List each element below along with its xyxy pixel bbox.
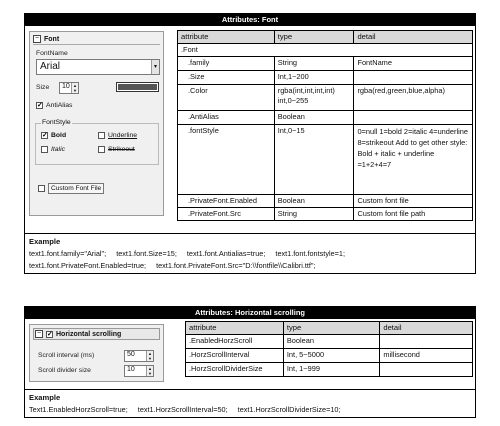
scroll-panel-title: Horizontal scrolling [56, 330, 122, 338]
table-row [186, 363, 473, 377]
example-code: text1.font.Size=15; [116, 249, 177, 258]
font-panel-title: Font [44, 35, 60, 43]
table-header-row [178, 31, 473, 44]
font-panel [29, 31, 164, 216]
scroll-attribute-table [185, 321, 473, 377]
example-code: text1.font.fontstyle=1; [275, 249, 345, 258]
scroll-panel-header[interactable] [33, 328, 160, 340]
example-line [29, 404, 471, 416]
italic-checkbox[interactable] [41, 146, 65, 153]
checkbox-empty-icon [41, 146, 48, 153]
cell-attribute: .PrivateFont.Enabled [178, 195, 275, 208]
check-icon: ✓ [42, 132, 48, 139]
cell-type: Int,0~15 [274, 125, 354, 195]
table-header-row [186, 322, 473, 335]
scroll-interval-label: Scroll interval (ms) [38, 352, 95, 359]
cell-detail: 0=null 1=bold 2=italic 4=underline 8=strikeout Add to get other style: Bold + italic + underline =1+2+4=7 [354, 125, 473, 195]
header-attribute: attribute [178, 31, 275, 44]
table-row [178, 85, 473, 111]
check-icon: ✓ [37, 102, 43, 109]
strikeout-label: Strikeout [108, 146, 135, 153]
custom-font-button[interactable]: Custom Font File [48, 183, 104, 194]
scroll-divider-value: 10 [127, 366, 135, 373]
cell-type: String [274, 208, 354, 221]
fontstyle-group [35, 119, 159, 165]
custom-font-checkbox[interactable] [38, 183, 104, 194]
example-code: text1.font.PrivateFont.Enabled=true; [29, 261, 147, 270]
cell-attribute: .Font [178, 44, 473, 57]
example-code: text1.font.family="Arial"; [29, 249, 107, 258]
scroll-interval-spinner[interactable] [124, 350, 154, 362]
example-code: Text1.EnabledHorzScroll=true; [29, 405, 128, 414]
bold-checkbox[interactable] [41, 132, 66, 139]
example-code: text1.HorzScrollDividerSize=10; [237, 405, 341, 414]
font-color-swatch[interactable] [116, 82, 159, 92]
table-row [178, 208, 473, 221]
horizontal-scrolling-panel [29, 324, 164, 382]
cell-detail: Custom font file path [354, 208, 473, 221]
scroll-interval-value: 50 [127, 351, 135, 358]
cell-type: Boolean [283, 335, 380, 349]
italic-label: Italic [51, 146, 65, 153]
cell-attribute: .Color [178, 85, 275, 111]
cell-detail: Custom font file [354, 195, 473, 208]
spin-arrows-icon[interactable]: ▲ ▼ [146, 366, 153, 376]
cell-attribute: .PrivateFont.Src [178, 208, 275, 221]
cell-detail: millisecond [380, 349, 473, 363]
spin-arrows-icon[interactable]: ▲ ▼ [71, 83, 78, 93]
example-heading: Example [29, 393, 61, 402]
underline-label: Underline [108, 132, 138, 139]
checkbox-empty-icon [38, 185, 45, 192]
table-row [186, 335, 473, 349]
header-detail: detail [354, 31, 473, 44]
cell-type: Boolean [274, 195, 354, 208]
header-type: type [283, 322, 380, 335]
cell-type: Int, 1~999 [283, 363, 380, 377]
cell-detail [380, 335, 473, 349]
chevron-down-icon[interactable]: ▾ [151, 60, 159, 74]
size-value: 10 [62, 83, 70, 90]
fontname-label: FontName [36, 50, 68, 57]
example-line [29, 260, 471, 272]
cell-detail: rgba(red,green,blue,alpha) [354, 85, 473, 111]
checkbox-empty-icon [98, 132, 105, 139]
table-row [178, 111, 473, 125]
fontstyle-legend: FontStyle [42, 119, 71, 126]
cell-type: String [274, 57, 354, 71]
bold-label: Bold [51, 132, 67, 139]
header-type: type [274, 31, 354, 44]
check-icon[interactable]: ✓ [47, 330, 53, 338]
table-row [178, 125, 473, 195]
table-row [178, 57, 473, 71]
scroll-divider-spinner[interactable] [124, 365, 154, 377]
cell-attribute: .family [178, 57, 275, 71]
scroll-block-title: Attributes: Horizontal scrolling [25, 307, 475, 319]
collapse-icon[interactable]: − [34, 35, 40, 42]
header-attribute: attribute [186, 322, 284, 335]
font-panel-header[interactable] [33, 35, 160, 45]
header-detail: detail [380, 322, 473, 335]
size-label: Size [36, 84, 50, 91]
fontname-combobox[interactable] [36, 59, 160, 75]
strikeout-checkbox[interactable] [98, 146, 135, 153]
font-attribute-table [177, 30, 473, 221]
cell-attribute: .Size [178, 71, 275, 85]
table-row [178, 195, 473, 208]
underline-checkbox[interactable] [98, 132, 137, 139]
cell-type: rgba(int,int,int,int) int,0~255 [274, 85, 354, 111]
cell-detail [380, 363, 473, 377]
cell-type: Boolean [274, 111, 354, 125]
table-row [178, 44, 473, 57]
horizontal-scrolling-block [24, 306, 476, 418]
font-attributes-block [24, 13, 476, 274]
example-code: text1.font.PrivateFont.Src="D:\\fontfile\\Calibri.ttf"; [156, 261, 316, 270]
cell-attribute: .AntiAlias [178, 111, 275, 125]
example-code: text1.HorzScrollInterval=50; [137, 405, 228, 414]
example-heading: Example [29, 237, 61, 246]
scroll-example [25, 389, 475, 418]
checkbox-empty-icon [98, 146, 105, 153]
cell-attribute: .HorzScrollInterval [186, 349, 284, 363]
cell-type: Int,1~200 [274, 71, 354, 85]
collapse-icon[interactable]: − [36, 330, 42, 337]
table-row [186, 349, 473, 363]
scroll-divider-label: Scroll divider size [38, 367, 91, 374]
example-code: text1.font.Antialias=true; [186, 249, 266, 258]
table-row [178, 71, 473, 85]
cell-detail: FontName [354, 57, 473, 71]
spin-arrows-icon[interactable]: ▲ ▼ [146, 351, 153, 361]
cell-attribute: .fontStyle [178, 125, 275, 195]
size-spinner[interactable] [59, 82, 79, 94]
cell-type: Int, 5~5000 [283, 349, 380, 363]
cell-detail [354, 71, 473, 85]
cell-detail [354, 111, 473, 125]
cell-attribute: .EnabledHorzScroll [186, 335, 284, 349]
antialias-label: AntiAlias [46, 102, 73, 109]
antialias-checkbox[interactable] [36, 102, 72, 109]
font-block-title: Attributes: Font [25, 14, 475, 26]
font-example [25, 233, 475, 274]
example-line [29, 248, 471, 260]
fontname-value: Arial [40, 61, 61, 72]
cell-attribute: .HorzScrollDividerSize [186, 363, 284, 377]
